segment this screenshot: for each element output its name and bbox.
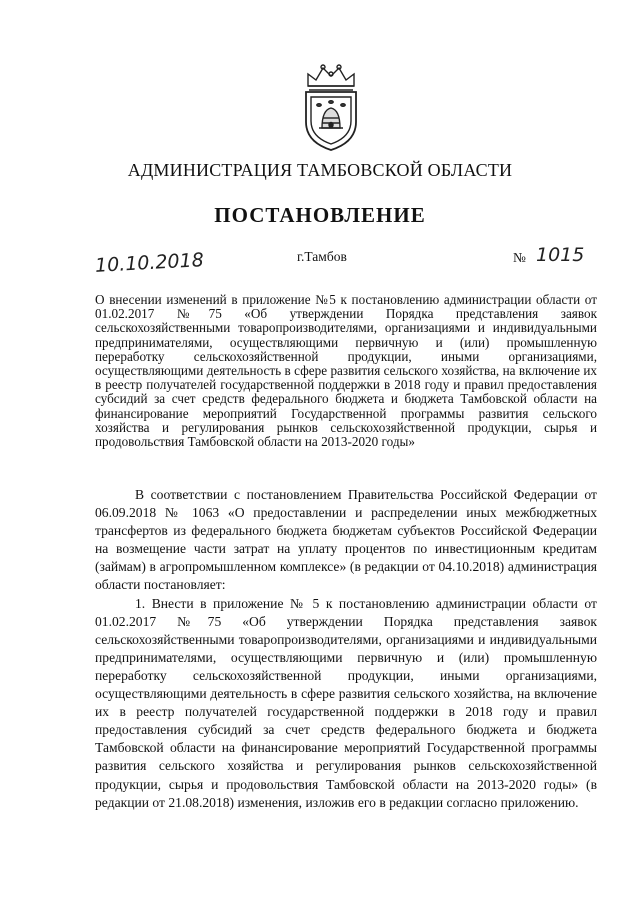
- body-paragraph: 1. Внести в приложение № 5 к постановлению администрации области от 01.02.2017 №75 «Об утверждении Порядка представления заявок сельскохозяйственными товаропроизводителями, организациями и индивидуальными предпринимателями, осуществляющими первичную и (или) промышленную переработку сельскохозяйственной продукции, иными организациями, осуществляющими деятельность в сфере развития сельского хозяйства, на включение их в реестр получателей государственной поддержки в 2018 году и правил предоставления субсидий за счет средств федерального бюджета и бюджета Тамбовской области на финансирование мероприятий Государственной программы развития сельского хозяйства и регулирования рынков сельскохозяйственной продукции, сырья и продовольствия Тамбовской области на 2013-2020 годы» (в редакции от 21.08.2018) изменения, изложив его в редакции согласно приложению.: [95, 595, 597, 810]
- body-paragraph: В соответствии с постановлением Правительства Российской Федерации от 06.09.2018 № 1063 «О предоставлении и распределении иных межбюджетных трансфертов из федерального бюджета бюджетам субъектов Российской Федерации на возмещение части затрат на уплату процентов по инвестиционным кредитам (займам) в агропромышленном комплексе» (в редакции от 04.10.2018) администрация области постановляет:: [95, 487, 597, 593]
- document-date: 10.10.2018: [94, 249, 205, 277]
- organization-title: АДМИНИСТРАЦИЯ ТАМБОВСКОЙ ОБЛАСТИ: [127, 160, 513, 180]
- document-type-title: ПОСТАНОВЛЕНИЕ: [214, 203, 426, 227]
- tambov-coat-of-arms-icon: [300, 60, 362, 152]
- document-number: 1015: [536, 244, 585, 266]
- document-subject: О внесении изменений в приложение №5 к постановлению администрации области от 01.02.2017 №75 «Об утверждении Порядка представления заявок сельскохозяйственными товаропроизводителями, организациями и индивидуальными предпринимателями, осуществляющими первичную и (или) промышленную переработку сельскохозяйственной продукции, иными организациями, осуществляющими деятельность в сфере развития сельского хозяйства, на включение их в реестр получателей государственной поддержки в 2018 году и правил предоставления субсидий за счет средств федерального бюджета и бюджета Тамбовской области на финансирование мероприятий Государственной программы развития сельского хозяйства и регулирования рынков сельскохозяйственной продукции, сырья и продовольствия Тамбовской области на 2013-2020 годы»: [95, 292, 597, 450]
- document-number-label: №: [513, 250, 526, 265]
- document-body: [95, 486, 597, 812]
- document-city: г.Тамбов: [297, 249, 347, 264]
